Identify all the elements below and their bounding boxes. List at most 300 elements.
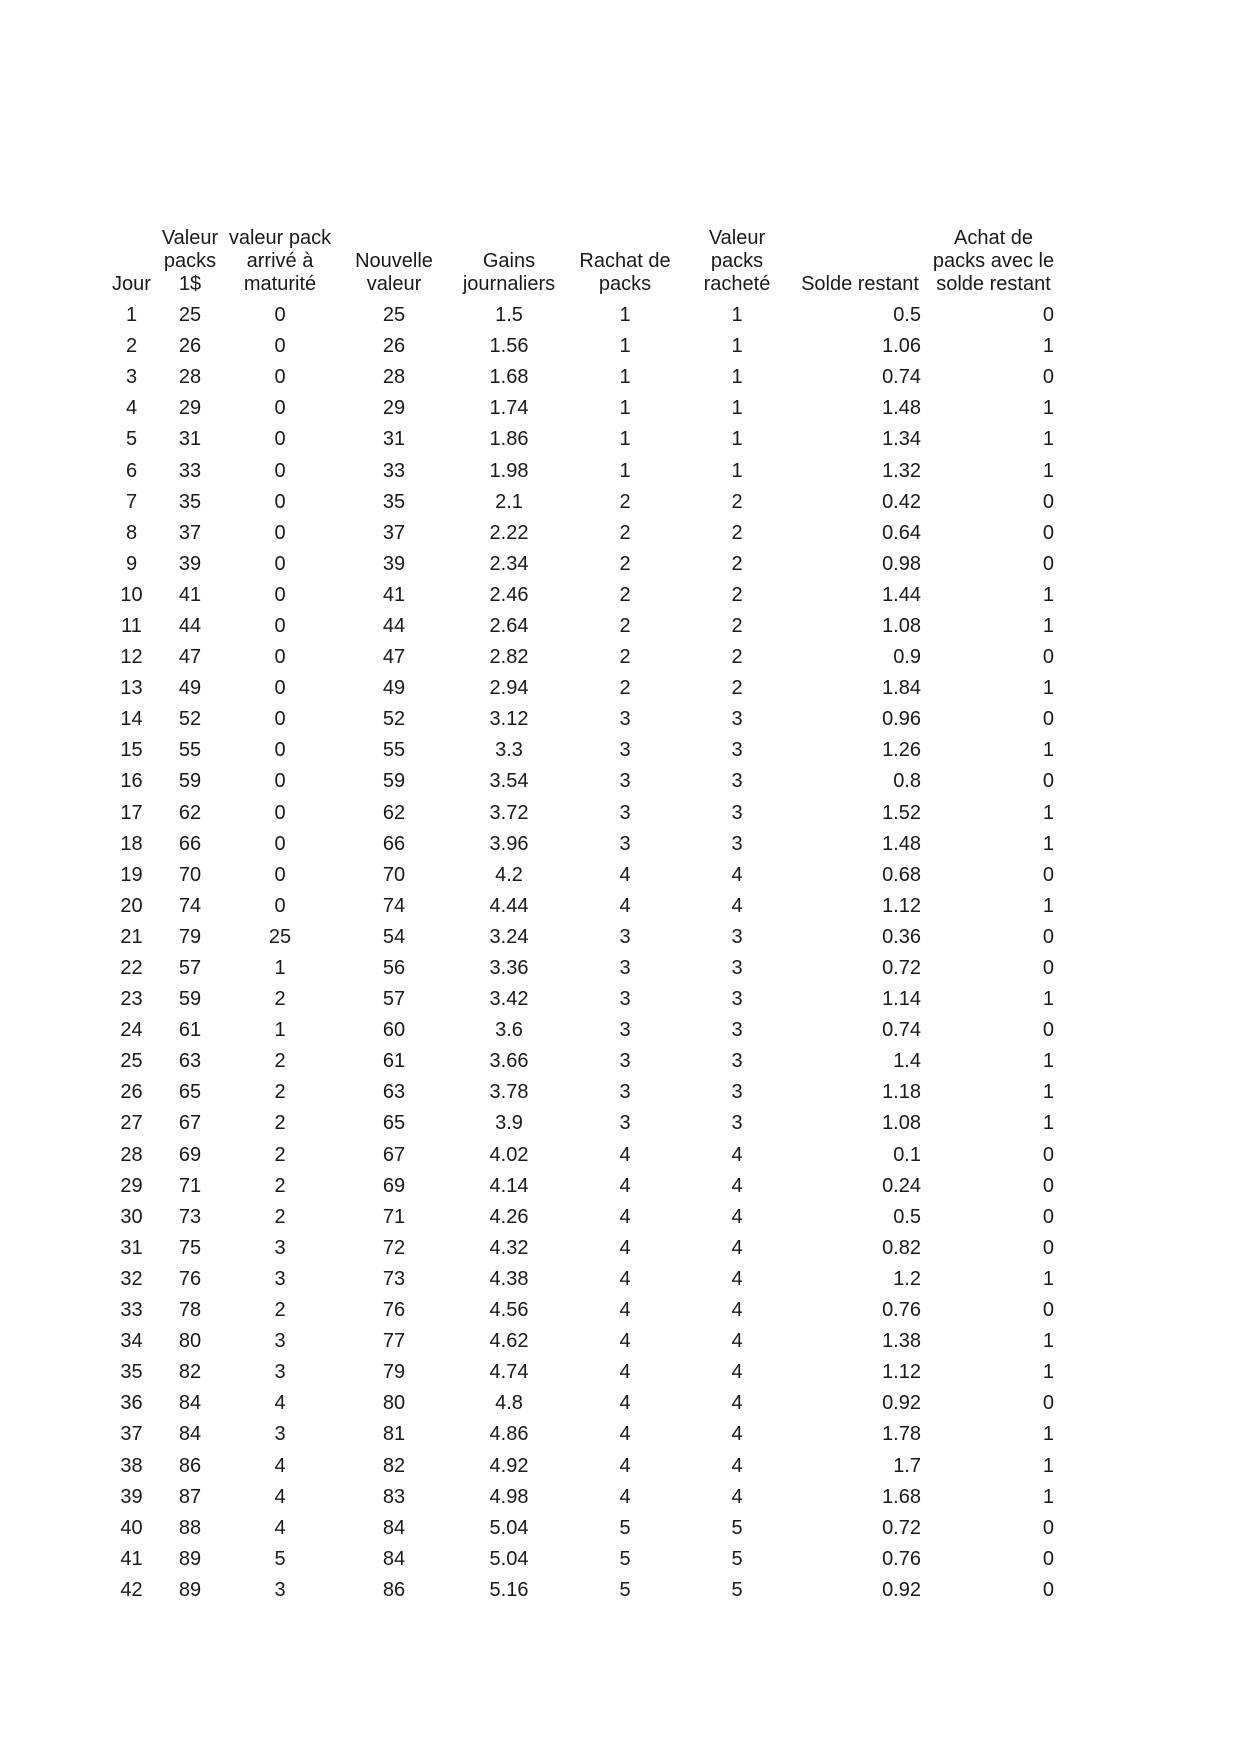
cell-valeur-maturite: 3 — [274, 1330, 286, 1353]
header-row — [108, 196, 1056, 300]
cell-valeur-maturite: 0 — [274, 459, 286, 482]
cell-achat-packs: 0 — [1042, 957, 1054, 980]
cell-valeur-maturite: 2 — [274, 1112, 286, 1135]
cell-jour: 37 — [120, 1423, 143, 1446]
cell-valeur-maturite: 5 — [274, 1547, 286, 1570]
cell-valeur-maturite: 2 — [274, 1205, 286, 1228]
cell-solde-restant: 1.12 — [882, 894, 921, 917]
cell-nouvelle-valeur: 72 — [382, 1236, 406, 1259]
table-row — [108, 860, 1056, 891]
cell-achat-packs: 0 — [1042, 1392, 1054, 1415]
cell-valeur-rachete: 3 — [731, 1050, 743, 1073]
cell-nouvelle-valeur: 56 — [382, 957, 406, 980]
cell-valeur-rachete: 4 — [731, 863, 743, 886]
cell-nouvelle-valeur: 41 — [382, 583, 406, 606]
cell-achat-packs: 0 — [1042, 1299, 1054, 1322]
cell-jour: 27 — [120, 1112, 143, 1135]
cell-solde-restant: 1.4 — [893, 1050, 921, 1073]
cell-solde-restant: 1.12 — [882, 1361, 921, 1384]
cell-valeur-packs: 82 — [178, 1361, 202, 1384]
cell-valeur-packs: 26 — [178, 335, 202, 358]
cell-gains-journaliers: 2.1 — [495, 490, 523, 513]
cell-valeur-rachete: 3 — [731, 770, 743, 793]
cell-gains-journaliers: 4.26 — [489, 1205, 529, 1228]
cell-gains-journaliers: 4.14 — [489, 1174, 529, 1197]
cell-valeur-rachete: 3 — [731, 925, 743, 948]
cell-rachat-packs: 4 — [619, 1330, 631, 1353]
table-row — [108, 953, 1056, 984]
header-valeur-packs: Valeur packs 1$ — [161, 227, 219, 295]
cell-achat-packs: 0 — [1042, 1143, 1054, 1166]
cell-valeur-packs: 89 — [178, 1578, 202, 1601]
cell-valeur-rachete: 4 — [731, 1392, 743, 1415]
cell-jour: 38 — [120, 1454, 143, 1477]
cell-achat-packs: 0 — [1042, 1578, 1054, 1601]
cell-gains-journaliers: 1.86 — [489, 428, 529, 451]
cell-achat-packs: 1 — [1042, 832, 1054, 855]
cell-nouvelle-valeur: 83 — [382, 1485, 406, 1508]
table-row — [108, 1202, 1056, 1233]
cell-gains-journaliers: 4.8 — [495, 1392, 523, 1415]
cell-solde-restant: 1.06 — [882, 335, 921, 358]
cell-rachat-packs: 2 — [619, 490, 631, 513]
cell-nouvelle-valeur: 86 — [382, 1578, 406, 1601]
cell-valeur-rachete: 4 — [731, 1330, 743, 1353]
cell-jour: 30 — [120, 1205, 143, 1228]
cell-valeur-rachete: 4 — [731, 1143, 743, 1166]
cell-gains-journaliers: 4.74 — [489, 1361, 529, 1384]
cell-valeur-packs: 63 — [178, 1050, 202, 1073]
cell-rachat-packs: 4 — [619, 1392, 631, 1415]
cell-rachat-packs: 1 — [619, 335, 631, 358]
cell-achat-packs: 0 — [1042, 552, 1054, 575]
cell-rachat-packs: 3 — [619, 1112, 631, 1135]
cell-gains-journaliers: 5.16 — [489, 1578, 529, 1601]
table-row — [108, 673, 1056, 704]
cell-nouvelle-valeur: 35 — [382, 490, 406, 513]
cell-solde-restant: 1.84 — [882, 677, 921, 700]
cell-valeur-packs: 55 — [178, 739, 202, 762]
cell-achat-packs: 1 — [1042, 583, 1054, 606]
cell-solde-restant: 0.74 — [882, 1019, 921, 1042]
cell-achat-packs: 0 — [1042, 1019, 1054, 1042]
cell-valeur-rachete: 2 — [731, 552, 743, 575]
cell-valeur-rachete: 3 — [731, 1081, 743, 1104]
cell-valeur-packs: 75 — [178, 1236, 202, 1259]
cell-gains-journaliers: 4.02 — [489, 1143, 529, 1166]
cell-rachat-packs: 2 — [619, 646, 631, 669]
cell-solde-restant: 0.76 — [882, 1299, 921, 1322]
cell-valeur-maturite: 0 — [274, 646, 286, 669]
cell-rachat-packs: 2 — [619, 521, 631, 544]
cell-solde-restant: 1.08 — [882, 614, 921, 637]
cell-valeur-packs: 57 — [178, 957, 202, 980]
cell-achat-packs: 0 — [1042, 521, 1054, 544]
cell-valeur-packs: 33 — [178, 459, 202, 482]
cell-gains-journaliers: 3.24 — [489, 925, 529, 948]
cell-valeur-rachete: 1 — [731, 366, 743, 389]
cell-valeur-rachete: 3 — [731, 988, 743, 1011]
cell-valeur-maturite: 0 — [274, 428, 286, 451]
cell-nouvelle-valeur: 57 — [382, 988, 406, 1011]
cell-rachat-packs: 4 — [619, 1361, 631, 1384]
cell-valeur-rachete: 3 — [731, 801, 743, 824]
cell-valeur-rachete: 5 — [731, 1547, 743, 1570]
cell-valeur-maturite: 0 — [274, 304, 286, 327]
table-row — [108, 1046, 1056, 1077]
cell-rachat-packs: 3 — [619, 1019, 631, 1042]
cell-achat-packs: 1 — [1042, 614, 1054, 637]
cell-valeur-maturite: 0 — [274, 521, 286, 544]
cell-valeur-packs: 44 — [178, 614, 202, 637]
cell-achat-packs: 0 — [1042, 863, 1054, 886]
cell-gains-journaliers: 2.82 — [489, 646, 529, 669]
cell-solde-restant: 0.5 — [893, 304, 921, 327]
cell-valeur-packs: 28 — [178, 366, 202, 389]
table-row — [108, 611, 1056, 642]
table-row — [108, 331, 1056, 362]
cell-gains-journaliers: 3.12 — [489, 708, 529, 731]
cell-rachat-packs: 3 — [619, 708, 631, 731]
cell-rachat-packs: 4 — [619, 863, 631, 886]
cell-valeur-rachete: 4 — [731, 894, 743, 917]
cell-gains-journaliers: 2.94 — [489, 677, 529, 700]
cell-nouvelle-valeur: 70 — [382, 863, 406, 886]
cell-solde-restant: 0.82 — [882, 1236, 921, 1259]
cell-rachat-packs: 4 — [619, 1143, 631, 1166]
cell-nouvelle-valeur: 63 — [382, 1081, 406, 1104]
cell-rachat-packs: 1 — [619, 366, 631, 389]
table-row — [108, 580, 1056, 611]
cell-valeur-packs: 39 — [178, 552, 202, 575]
cell-valeur-packs: 70 — [178, 863, 202, 886]
cell-valeur-packs: 76 — [178, 1267, 202, 1290]
table-row — [108, 1108, 1056, 1139]
cell-nouvelle-valeur: 69 — [382, 1174, 406, 1197]
cell-valeur-packs: 52 — [178, 708, 202, 731]
cell-rachat-packs: 2 — [619, 677, 631, 700]
cell-valeur-rachete: 1 — [731, 304, 743, 327]
cell-jour: 33 — [120, 1299, 143, 1322]
cell-solde-restant: 1.34 — [882, 428, 921, 451]
cell-jour: 2 — [125, 335, 138, 358]
cell-nouvelle-valeur: 54 — [382, 925, 406, 948]
cell-nouvelle-valeur: 39 — [382, 552, 406, 575]
cell-achat-packs: 0 — [1042, 490, 1054, 513]
cell-valeur-rachete: 2 — [731, 646, 743, 669]
table-row — [108, 1264, 1056, 1295]
cell-valeur-maturite: 0 — [274, 770, 286, 793]
cell-achat-packs: 1 — [1042, 428, 1054, 451]
table-row — [108, 1326, 1056, 1357]
cell-rachat-packs: 4 — [619, 1423, 631, 1446]
cell-jour: 13 — [120, 677, 143, 700]
cell-achat-packs: 0 — [1042, 925, 1054, 948]
cell-solde-restant: 1.48 — [882, 832, 921, 855]
table-row — [108, 518, 1056, 549]
cell-solde-restant: 1.44 — [882, 583, 921, 606]
cell-valeur-rachete: 3 — [731, 708, 743, 731]
cell-rachat-packs: 4 — [619, 1205, 631, 1228]
cell-valeur-rachete: 5 — [731, 1578, 743, 1601]
table-row — [108, 1419, 1056, 1450]
cell-solde-restant: 0.8 — [893, 770, 921, 793]
cell-nouvelle-valeur: 28 — [382, 366, 406, 389]
cell-rachat-packs: 2 — [619, 583, 631, 606]
cell-nouvelle-valeur: 25 — [382, 304, 406, 327]
cell-gains-journaliers: 1.98 — [489, 459, 529, 482]
cell-jour: 3 — [125, 366, 138, 389]
cell-valeur-maturite: 0 — [274, 708, 286, 731]
cell-nouvelle-valeur: 80 — [382, 1392, 406, 1415]
cell-rachat-packs: 3 — [619, 957, 631, 980]
header-nouvelle-valeur: Nouvelle valeur — [355, 250, 433, 295]
cell-valeur-packs: 25 — [178, 304, 202, 327]
cell-gains-journaliers: 3.66 — [489, 1050, 529, 1073]
cell-achat-packs: 1 — [1042, 1423, 1054, 1446]
cell-nouvelle-valeur: 52 — [382, 708, 406, 731]
cell-achat-packs: 0 — [1042, 1516, 1054, 1539]
cell-jour: 1 — [125, 304, 138, 327]
cell-valeur-maturite: 0 — [274, 739, 286, 762]
cell-solde-restant: 0.92 — [882, 1578, 921, 1601]
cell-nouvelle-valeur: 74 — [382, 894, 406, 917]
cell-jour: 31 — [120, 1236, 143, 1259]
cell-solde-restant: 1.52 — [882, 801, 921, 824]
cell-jour: 15 — [120, 739, 143, 762]
cell-achat-packs: 0 — [1042, 304, 1054, 327]
table-row — [108, 549, 1056, 580]
cell-valeur-rachete: 3 — [731, 1112, 743, 1135]
cell-rachat-packs: 4 — [619, 1267, 631, 1290]
table-row — [108, 735, 1056, 766]
cell-nouvelle-valeur: 67 — [382, 1143, 406, 1166]
cell-nouvelle-valeur: 55 — [382, 739, 406, 762]
cell-jour: 9 — [125, 552, 138, 575]
cell-valeur-maturite: 0 — [274, 894, 286, 917]
cell-rachat-packs: 4 — [619, 1174, 631, 1197]
cell-solde-restant: 1.2 — [893, 1267, 921, 1290]
cell-achat-packs: 1 — [1042, 677, 1054, 700]
table-row — [108, 798, 1056, 829]
cell-valeur-rachete: 4 — [731, 1174, 743, 1197]
cell-rachat-packs: 3 — [619, 988, 631, 1011]
cell-nouvelle-valeur: 61 — [382, 1050, 406, 1073]
cell-nouvelle-valeur: 73 — [382, 1267, 406, 1290]
header-gains-journaliers: Gains journaliers — [462, 250, 556, 295]
cell-solde-restant: 1.48 — [882, 397, 921, 420]
cell-achat-packs: 0 — [1042, 770, 1054, 793]
cell-valeur-maturite: 3 — [274, 1267, 286, 1290]
cell-achat-packs: 1 — [1042, 397, 1054, 420]
header-valeur-rachete: Valeur packs racheté — [703, 227, 771, 295]
cell-nouvelle-valeur: 77 — [382, 1330, 406, 1353]
cell-nouvelle-valeur: 29 — [382, 397, 406, 420]
cell-gains-journaliers: 1.68 — [489, 366, 529, 389]
cell-gains-journaliers: 3.6 — [495, 1019, 523, 1042]
cell-valeur-rachete: 4 — [731, 1205, 743, 1228]
cell-gains-journaliers: 3.96 — [489, 832, 529, 855]
cell-valeur-maturite: 4 — [274, 1454, 286, 1477]
cell-valeur-maturite: 2 — [274, 1143, 286, 1166]
cell-valeur-packs: 66 — [178, 832, 202, 855]
cell-gains-journaliers: 5.04 — [489, 1547, 529, 1570]
cell-valeur-maturite: 0 — [274, 863, 286, 886]
cell-gains-journaliers: 4.2 — [495, 863, 523, 886]
cell-solde-restant: 1.18 — [882, 1081, 921, 1104]
cell-valeur-maturite: 3 — [274, 1578, 286, 1601]
table-row — [108, 424, 1056, 455]
table-row — [108, 984, 1056, 1015]
table-row — [108, 362, 1056, 393]
cell-valeur-rachete: 5 — [731, 1516, 743, 1539]
cell-valeur-rachete: 3 — [731, 739, 743, 762]
cell-jour: 23 — [120, 988, 143, 1011]
cell-valeur-maturite: 2 — [274, 988, 286, 1011]
cell-solde-restant: 1.08 — [882, 1112, 921, 1135]
table-row — [108, 1544, 1056, 1575]
cell-valeur-maturite: 4 — [274, 1392, 286, 1415]
cell-jour: 10 — [120, 583, 143, 606]
cell-valeur-maturite: 2 — [274, 1081, 286, 1104]
cell-nouvelle-valeur: 84 — [382, 1516, 406, 1539]
cell-gains-journaliers: 1.5 — [495, 304, 523, 327]
table-row — [108, 1077, 1056, 1108]
cell-valeur-packs: 78 — [178, 1299, 202, 1322]
cell-solde-restant: 0.64 — [882, 521, 921, 544]
cell-rachat-packs: 3 — [619, 925, 631, 948]
cell-solde-restant: 0.1 — [893, 1143, 921, 1166]
cell-rachat-packs: 3 — [619, 801, 631, 824]
cell-valeur-packs: 74 — [178, 894, 202, 917]
cell-rachat-packs: 1 — [619, 397, 631, 420]
cell-solde-restant: 0.98 — [882, 552, 921, 575]
cell-jour: 11 — [121, 614, 142, 637]
cell-gains-journaliers: 3.72 — [489, 801, 529, 824]
table-row — [108, 1357, 1056, 1388]
table-row — [108, 891, 1056, 922]
cell-nouvelle-valeur: 81 — [382, 1423, 406, 1446]
cell-valeur-maturite: 1 — [274, 1019, 286, 1042]
cell-gains-journaliers: 2.64 — [489, 614, 529, 637]
cell-valeur-packs: 73 — [178, 1205, 202, 1228]
table-row — [108, 1015, 1056, 1046]
cell-rachat-packs: 1 — [619, 428, 631, 451]
cell-valeur-rachete: 2 — [731, 614, 743, 637]
cell-nouvelle-valeur: 59 — [382, 770, 406, 793]
table-row — [108, 1171, 1056, 1202]
cell-valeur-maturite: 0 — [274, 677, 286, 700]
cell-valeur-rachete: 4 — [731, 1454, 743, 1477]
cell-achat-packs: 1 — [1042, 1361, 1054, 1384]
cell-nouvelle-valeur: 47 — [382, 646, 406, 669]
cell-achat-packs: 1 — [1042, 459, 1054, 482]
cell-valeur-packs: 49 — [178, 677, 202, 700]
cell-achat-packs: 1 — [1042, 1112, 1054, 1135]
cell-gains-journaliers: 4.62 — [489, 1330, 529, 1353]
cell-valeur-rachete: 2 — [731, 583, 743, 606]
cell-valeur-packs: 62 — [178, 801, 202, 824]
cell-valeur-maturite: 0 — [274, 397, 286, 420]
cell-gains-journaliers: 3.42 — [489, 988, 529, 1011]
cell-valeur-packs: 88 — [178, 1516, 202, 1539]
cell-valeur-maturite: 0 — [274, 832, 286, 855]
cell-solde-restant: 0.36 — [882, 925, 921, 948]
cell-achat-packs: 1 — [1042, 1485, 1054, 1508]
cell-jour: 18 — [120, 832, 143, 855]
cell-achat-packs: 1 — [1042, 335, 1054, 358]
cell-achat-packs: 0 — [1042, 366, 1054, 389]
cell-achat-packs: 0 — [1042, 1174, 1054, 1197]
cell-rachat-packs: 3 — [619, 770, 631, 793]
cell-valeur-rachete: 3 — [731, 957, 743, 980]
cell-valeur-packs: 71 — [178, 1174, 202, 1197]
cell-gains-journaliers: 1.74 — [489, 397, 529, 420]
cell-gains-journaliers: 3.3 — [495, 739, 523, 762]
cell-valeur-packs: 41 — [178, 583, 202, 606]
cell-valeur-rachete: 3 — [731, 832, 743, 855]
cell-valeur-maturite: 0 — [274, 552, 286, 575]
cell-rachat-packs: 1 — [619, 459, 631, 482]
cell-valeur-rachete: 2 — [731, 521, 743, 544]
cell-achat-packs: 1 — [1042, 894, 1054, 917]
cell-achat-packs: 1 — [1042, 801, 1054, 824]
cell-solde-restant: 0.74 — [882, 366, 921, 389]
cell-solde-restant: 0.24 — [882, 1174, 921, 1197]
cell-jour: 20 — [120, 894, 143, 917]
cell-gains-journaliers: 4.98 — [489, 1485, 529, 1508]
cell-valeur-packs: 61 — [178, 1019, 202, 1042]
cell-jour: 36 — [120, 1392, 143, 1415]
cell-rachat-packs: 3 — [619, 739, 631, 762]
cell-jour: 32 — [120, 1267, 143, 1290]
cell-jour: 40 — [120, 1516, 143, 1539]
cell-gains-journaliers: 2.22 — [489, 521, 529, 544]
cell-rachat-packs: 3 — [619, 1081, 631, 1104]
cell-nouvelle-valeur: 71 — [382, 1205, 406, 1228]
table-row — [108, 829, 1056, 860]
cell-achat-packs: 0 — [1042, 1205, 1054, 1228]
cell-jour: 8 — [125, 521, 138, 544]
table-row — [108, 1295, 1056, 1326]
table-row — [108, 1450, 1056, 1481]
cell-jour: 42 — [120, 1578, 143, 1601]
cell-jour: 22 — [120, 957, 143, 980]
table-row — [108, 1513, 1056, 1544]
cell-valeur-packs: 69 — [178, 1143, 202, 1166]
cell-rachat-packs: 5 — [619, 1547, 631, 1570]
table-row — [108, 1482, 1056, 1513]
table-row — [108, 455, 1056, 486]
cell-achat-packs: 1 — [1042, 1454, 1054, 1477]
cell-valeur-packs: 86 — [178, 1454, 202, 1477]
table-row — [108, 704, 1056, 735]
cell-nouvelle-valeur: 65 — [382, 1112, 406, 1135]
cell-valeur-rachete: 2 — [731, 677, 743, 700]
cell-valeur-rachete: 4 — [731, 1361, 743, 1384]
cell-gains-journaliers: 4.92 — [489, 1454, 529, 1477]
cell-gains-journaliers: 3.54 — [489, 770, 529, 793]
cell-achat-packs: 1 — [1042, 1267, 1054, 1290]
cell-jour: 6 — [125, 459, 138, 482]
header-achat-packs: Achat de packs avec le solde restant — [932, 227, 1055, 295]
cell-jour: 21 — [120, 925, 143, 948]
cell-valeur-packs: 89 — [178, 1547, 202, 1570]
cell-jour: 7 — [125, 490, 138, 513]
cell-nouvelle-valeur: 79 — [382, 1361, 406, 1384]
cell-solde-restant: 1.7 — [893, 1454, 921, 1477]
cell-achat-packs: 1 — [1042, 1330, 1054, 1353]
